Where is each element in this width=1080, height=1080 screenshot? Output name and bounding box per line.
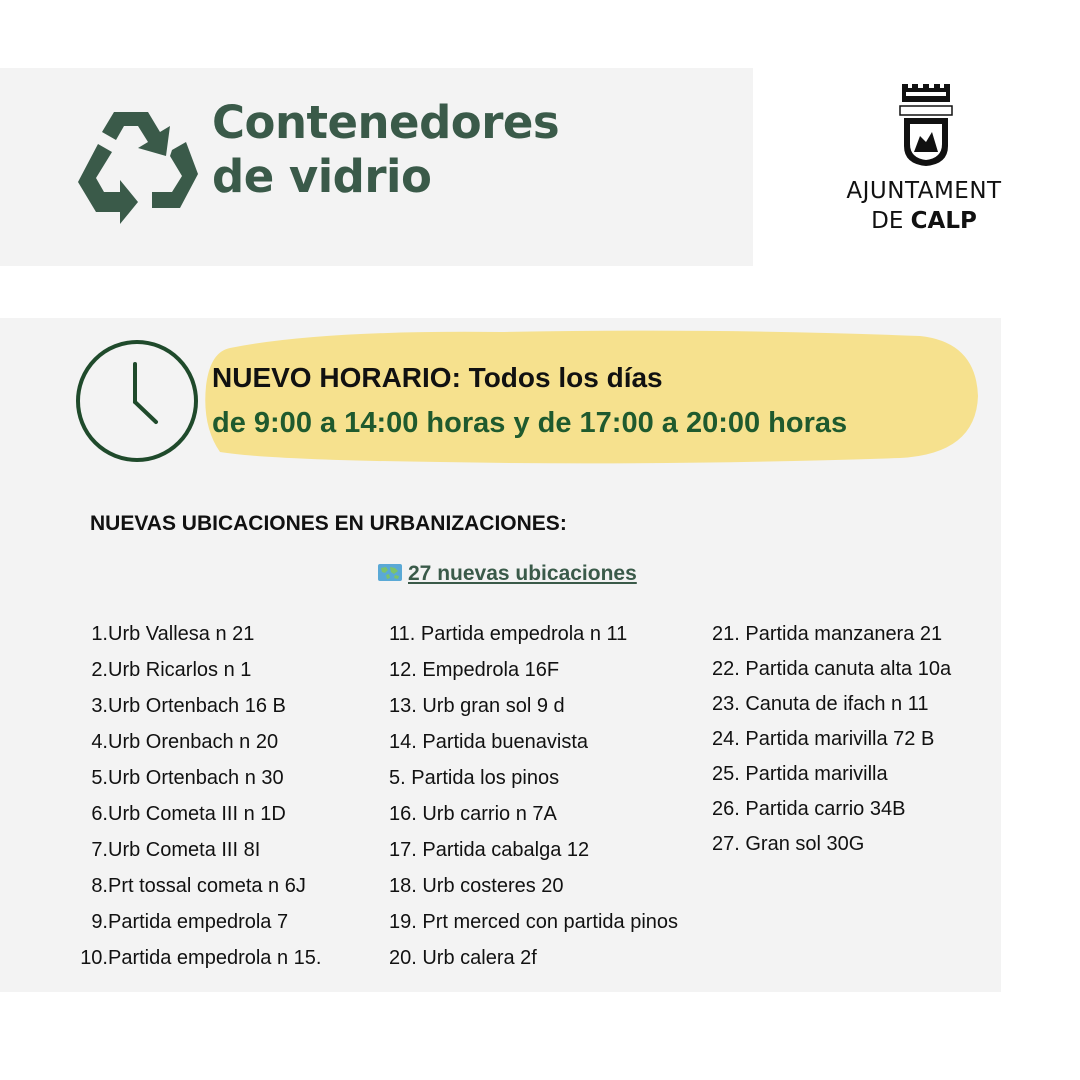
schedule-highlight xyxy=(200,326,980,466)
list-item: 10.Partida empedrola n 15. xyxy=(80,947,322,969)
recycle-icon xyxy=(76,104,200,228)
locations-column-1 xyxy=(74,620,321,980)
list-item: 14. Partida buenavista xyxy=(389,731,589,753)
list-item: 20. Urb calera 2f xyxy=(389,947,537,969)
list-item: 16. Urb carrio n 7A xyxy=(389,803,557,825)
list-item: 5.Urb Ortenbach n 30 xyxy=(91,767,284,789)
list-item: 17. Partida cabalga 12 xyxy=(389,839,590,861)
list-item: 22. Partida canuta alta 10a xyxy=(712,658,952,680)
list-item: 5. Partida los pinos xyxy=(389,767,560,789)
map-link[interactable] xyxy=(378,562,637,586)
list-item: 26. Partida carrio 34B xyxy=(712,798,906,820)
schedule-hours: de 9:00 a 14:00 horas y de 17:00 a 20:00 horas xyxy=(212,407,848,439)
title-line-2: de vidrio xyxy=(212,150,432,203)
clock-icon xyxy=(74,338,200,464)
list-item: 18. Urb costeres 20 xyxy=(389,875,564,897)
list-item: 7.Urb Cometa III 8I xyxy=(91,839,261,861)
logo-text-ajuntament: AJUNTAMENT xyxy=(846,178,1002,204)
list-item: 1.Urb Vallesa n 21 xyxy=(91,623,255,645)
list-item: 13. Urb gran sol 9 d xyxy=(389,695,565,717)
locations-column-2 xyxy=(389,620,678,980)
town-crest-icon xyxy=(898,82,954,168)
list-item: 27. Gran sol 30G xyxy=(712,833,865,855)
list-item: 25. Partida marivilla xyxy=(712,763,888,785)
title-line-1: Contenedores xyxy=(212,96,560,149)
locations-column-3 xyxy=(712,620,951,865)
list-item: 9.Partida empedrola 7 xyxy=(91,911,289,933)
list-item: 2.Urb Ricarlos n 1 xyxy=(91,659,252,681)
list-item: 23. Canuta de ifach n 11 xyxy=(712,693,929,715)
locations-heading: NUEVAS UBICACIONES EN URBANIZACIONES: xyxy=(90,512,567,535)
map-link-label[interactable]: 27 nuevas ubicaciones xyxy=(408,562,637,585)
list-item: 19. Prt merced con partida pinos xyxy=(389,911,679,933)
logo-text-calp xyxy=(838,208,1010,234)
logo-text-de: DE xyxy=(871,208,911,234)
list-item: 3.Urb Ortenbach 16 B xyxy=(91,695,286,717)
list-item: 21. Partida manzanera 21 xyxy=(712,623,943,645)
list-item: 8.Prt tossal cometa n 6J xyxy=(91,875,306,897)
world-map-icon xyxy=(378,564,402,581)
list-item: 6.Urb Cometa III n 1D xyxy=(91,803,286,825)
list-item: 4.Urb Orenbach n 20 xyxy=(91,731,279,753)
ajuntament-logo xyxy=(838,82,1010,242)
logo-text-calp-bold: CALP xyxy=(910,208,977,234)
schedule-title: NUEVO HORARIO: Todos los días xyxy=(212,362,663,393)
page-title xyxy=(212,96,559,204)
list-item: 11. Partida empedrola n 11 xyxy=(389,623,628,645)
list-item: 12. Empedrola 16F xyxy=(389,659,560,681)
list-item: 24. Partida marivilla 72 B xyxy=(712,728,935,750)
